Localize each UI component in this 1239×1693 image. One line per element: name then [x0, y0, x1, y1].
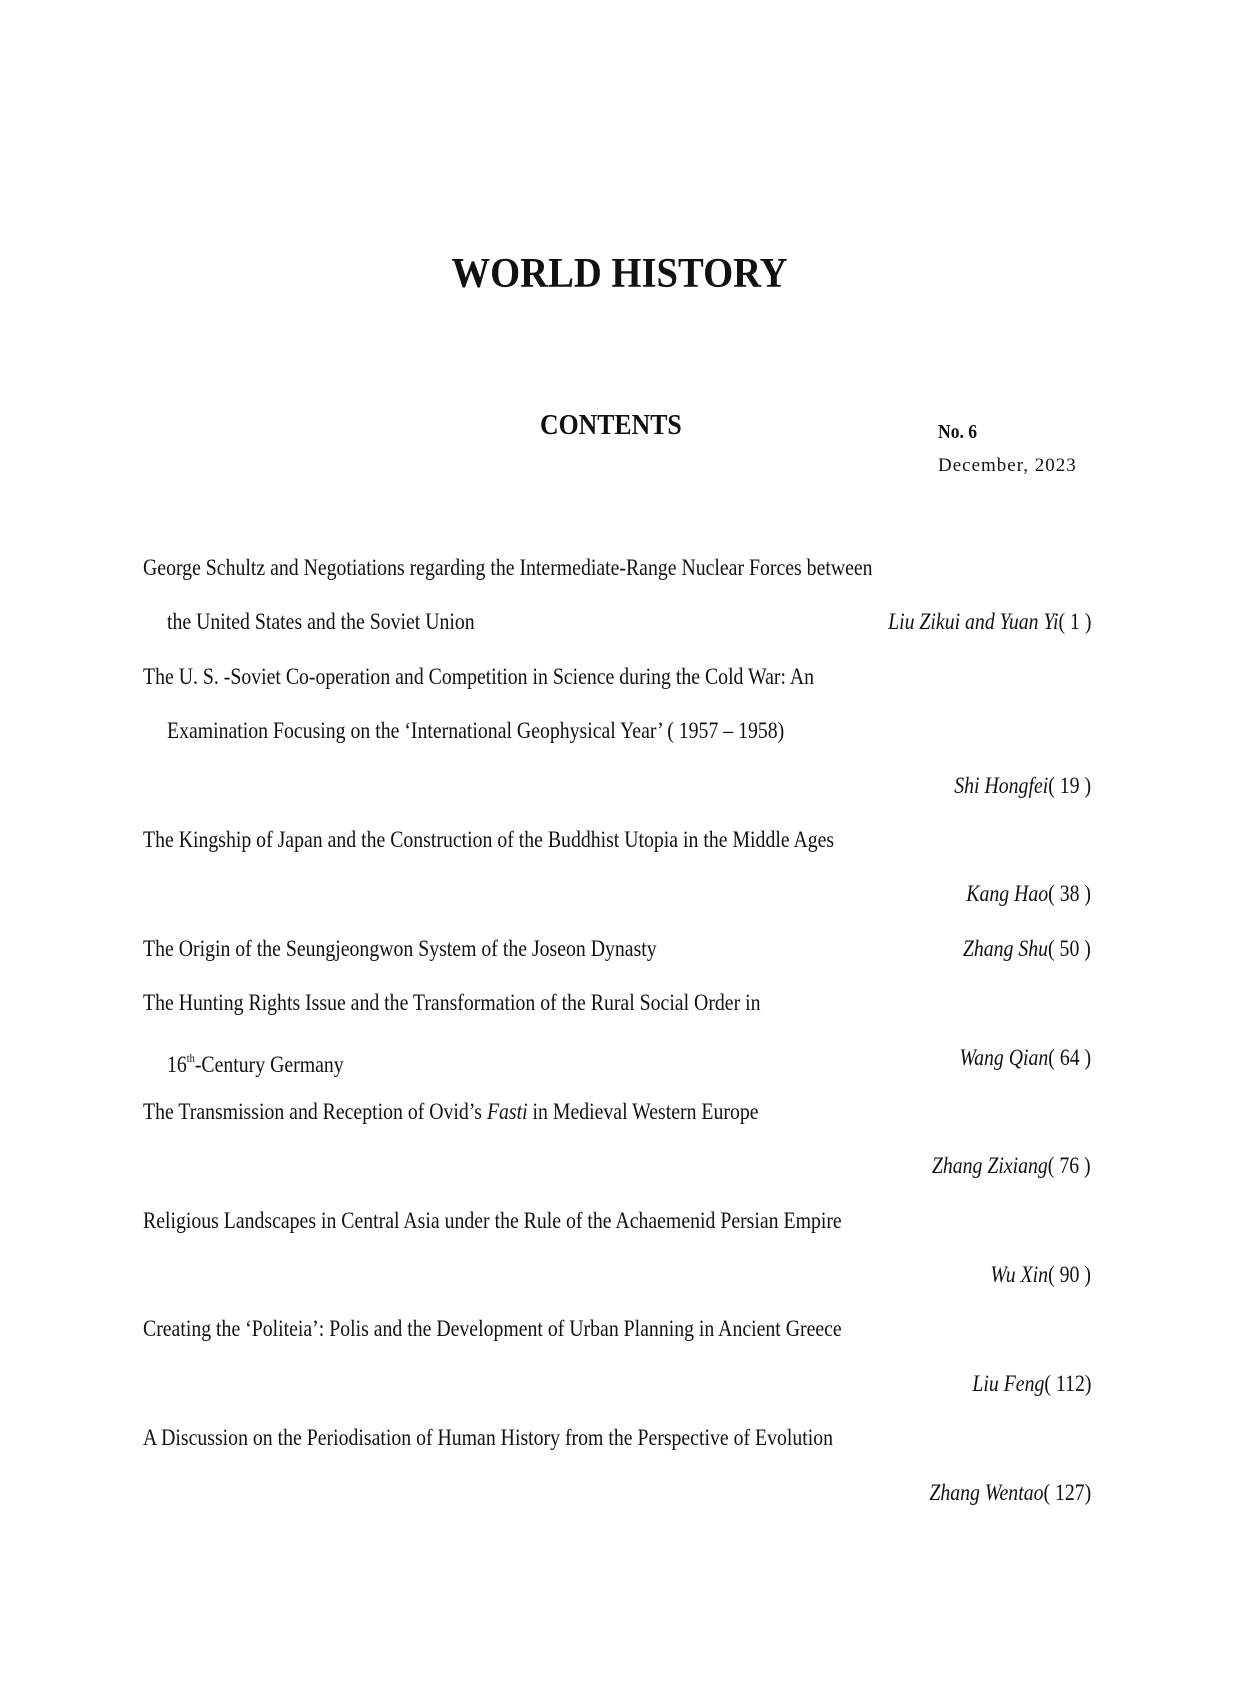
toc-entry-title-line: [143, 1097, 1091, 1151]
article-title[interactable]: [143, 1097, 759, 1127]
article-title[interactable]: Creating the ‘Politeia’: Polis and the Development of Urban Planning in Ancient Greece: [143, 1316, 842, 1342]
article-title[interactable]: A Discussion on the Periodisation of Human History from the Perspective of Evolution: [143, 1425, 834, 1451]
title-fragment: 16: [167, 1051, 187, 1077]
title-fragment: -Century Germany: [194, 1051, 344, 1077]
toc-entry-title-line: [143, 1314, 1091, 1368]
article-author: Zhang Wentao: [929, 1479, 1044, 1505]
toc-entry-author-line: [143, 1151, 1091, 1205]
article-title[interactable]: Examination Focusing on the ‘International Geophysical Year’ ( 1957 – 1958): [167, 718, 785, 744]
article-title[interactable]: The U. S. -Soviet Co-operation and Competition in Science during the Cold War: An: [143, 663, 815, 689]
toc-entry-author-line: [143, 1478, 1091, 1532]
article-title[interactable]: The Hunting Rights Issue and the Transformation of the Rural Social Order in: [143, 990, 761, 1016]
article-title[interactable]: The Kingship of Japan and the Construction of the Buddhist Utopia in the Middle Ages: [143, 826, 835, 852]
journal-title: WORLD HISTORY: [451, 251, 788, 297]
article-title[interactable]: Religious Landscapes in Central Asia under the Rule of the Achaemenid Persian Empire: [143, 1207, 842, 1233]
title-fragment: in Medieval Western Europe: [527, 1098, 759, 1124]
title-fragment: The Transmission and Reception of Ovid’s: [143, 1098, 487, 1124]
toc-entry-title-line: [143, 553, 1091, 607]
table-of-contents: [143, 553, 1091, 1532]
toc-entry-author-line: [143, 1260, 1091, 1314]
article-author: Zhang Shu: [962, 935, 1049, 961]
article-author: Liu Feng: [971, 1370, 1044, 1396]
article-title[interactable]: George Schultz and Negotiations regarding the Intermediate-Range Nuclear Forces between: [143, 555, 873, 580]
toc-entry-title-line: [143, 1043, 1091, 1097]
article-title[interactable]: The Origin of the Seungjeongwon System of the Joseon Dynasty: [143, 935, 657, 961]
toc-entry-author-line: [143, 879, 1091, 933]
page-number: ( 64 ): [1048, 1044, 1091, 1070]
page-number: ( 19 ): [1048, 772, 1091, 798]
page-number: ( 50 ): [1048, 935, 1091, 961]
toc-entry-title-line: [143, 662, 1091, 716]
page-number: ( 38 ): [1048, 881, 1091, 907]
toc-entry-title-line: [143, 1206, 1091, 1260]
issue-date: December, 2023: [938, 455, 1077, 476]
article-author: Zhang Zixiang: [932, 1153, 1049, 1179]
page-number: ( 76 ): [1048, 1153, 1091, 1179]
article-title[interactable]: the United States and the Soviet Union: [167, 609, 475, 635]
toc-entry-title-line: [143, 607, 1091, 661]
contents-heading: CONTENTS: [540, 410, 682, 441]
article-author: Wang Qian: [959, 1044, 1049, 1070]
toc-entry-author-line: [143, 1369, 1091, 1423]
toc-entry-title-line: [143, 825, 1091, 879]
superscript: th: [186, 1050, 195, 1065]
page-number: ( 127): [1043, 1479, 1091, 1505]
toc-entry-title-line: [143, 716, 1091, 770]
toc-entry-title-line: [143, 1423, 1091, 1477]
title-italic-fragment: Fasti: [486, 1098, 528, 1124]
page-number: ( 1 ): [1058, 609, 1091, 635]
issue-number: No. 6: [938, 421, 978, 443]
page-number: ( 112): [1043, 1370, 1091, 1396]
article-author: Kang Hao: [966, 881, 1049, 907]
toc-entry-title-line: [143, 988, 1091, 1042]
toc-entry-title-line: [143, 934, 1091, 988]
article-author: Liu Zikui and Yuan Yi: [887, 609, 1059, 635]
article-title[interactable]: [167, 1043, 344, 1080]
article-author: Shi Hongfei: [954, 772, 1049, 798]
page-number: ( 90 ): [1048, 1262, 1091, 1288]
article-author: Wu Xin: [990, 1262, 1049, 1288]
toc-entry-author-line: [143, 771, 1091, 825]
